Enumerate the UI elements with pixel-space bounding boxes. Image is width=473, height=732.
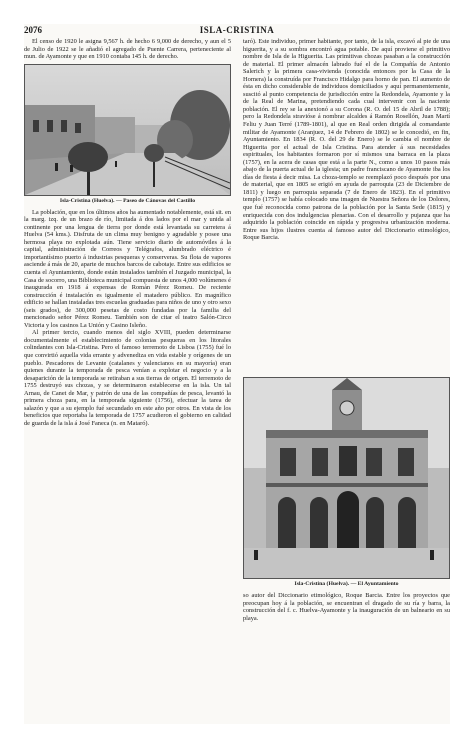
page-title: ISLA-CRISTINA xyxy=(199,25,275,35)
figure-paseo xyxy=(24,64,231,205)
right-column xyxy=(243,38,450,722)
page-number: 2076 xyxy=(24,25,42,35)
book-page xyxy=(24,24,450,724)
closing-paragraph: so autor del Diccionario etimológico, Roque Barcia. Entre los proyectos que preocupan hoy á la población, se encuentran el dragado de su ría y barra, la construcción del f. c. Huelva-Ayamonte y la inauguración de un balneario en su playa. xyxy=(243,592,450,622)
photo-ayuntamiento xyxy=(243,377,450,579)
figure-ayuntamiento xyxy=(243,377,450,588)
figure-caption-ayuntamiento: Isla-Cristina (Huelva). — El Ayuntamiento xyxy=(294,581,399,587)
page-header xyxy=(24,24,450,36)
history-continued-paragraph: taró). Este individuo, primer habitante, por tanto, de la isla, excavó al pie de una higuerita, y a su sombra encontró agua potable. De aquí proviene el primitivo nombre de Isla de la Higuerita. Las primitivas chozas pasaban a la construcción de material. El primer almacén labrado fué el de la Compañía de Antonio Salerich y la primera casa-vivienda (conocida entonces por la Casa de la Hornera) la construída por Francisco Hidalgo para horno de pan. El aumento de ésta en dicho considerable de individuos domiciliados y aquí permanentemente, suscitó al punto competencia de jurisdicción entre la Redondela, Ayamonte y la de la Real de Marina, pretendiendo cada cual intervenir con la naciente población. El rey se la anexionó a su Corona (R. O. del 15 de Abril de 1788); pero la Redondela stravióse á nombrar alcaldes á Ramón Rosellón, Juan Martí Feliu y Juan Terré (1789-1801), al que en Real orden dirigida al comandante militar de Ayamonte (Aranjuez, 14 de Febrero de 1802) se le concedió, en fin, Ayuntamiento. En 1834 (R. O. del 29 de Enero) se le cambia el nombre de Higuerita por el actual de Isla Cristina. Para atender á sus necesidades espirituales, los habitantes formaron por sí mismos una barraca en la plaza (1757), en la acera de casas que está a la parte N., como a unos 10 pasos más abajo de la puerta actual de la iglesia; un padre franciscano de Ayamonte iba los días de fiesta á decir misa. La choza-templo se reemplazó poco después por una de material, que en 1805 se erigió en ayuda de parroquia (23 de Diciembre de 1811) y luego en parroquia separada (7 de Enero de 1823). En el primitivo templo (1757) se había colocado una imagen de Nuestra Señora de los Dolores, que fué reconocida como patrona de la población por la Santa Sede (1815) y enriquecida con dos indulgencias plenarias. Con el desarrollo y pujanza que ha adquirido la población coincide en rápida y progresiva urbanización moderna. Entre sus hijos ilustres cuenta al famoso autor del Diccionario etimológico, Roque Barcia. xyxy=(243,38,450,242)
history-paragraph: Al primer tercio, cuando menos del siglo XVIII, pueden determinarse documentalmente el establecimiento de colonias pesqueras en los litorales colindantes con Isla-Cristina. Pero el famoso terremoto de Lisboa (1755) fué lo que convirtió aquella vida errante y advenediza en vida estable y orígenes de un pueblo. Pescadores de Levante (catalanes y valencianos en su mayoría) eran quienes durante la temporada de pesca venían a explotar el negocio y a la desaparición de la temporada se retiraban a sus tierras de origen. El terremoto de 1755 destruyó sus chozas, y se determinaron establecerse en la isla. Un tal Arnau, de Canet de Mar, y patrón de una de las compañías de pesca, levantó la primera choza para, en la temporada siguiente (1756), efectuar la tarea de salazón y que a su ejemplo fué secundado en este año por otros. En vista de los beneficios que reportaba la temporada de 1757 acudieron el gobierno en calidad de guarda de la isla á José Faneca (n. en Mataró). xyxy=(24,329,231,427)
figure-caption-paseo: Isla-Cristina (Huelva). — Paseo de Cánovas del Castillo xyxy=(59,197,196,204)
population-paragraph: La población, que en los últimos años ha aumentado notablemente, está sit. en la marg. izq. de un brazo de río, limitada á dos lados por el mar y unida al continente por una lengua de tierra por donde está levantada su carretera á Huelva (54 kms.). Disfruta de un clima muy benigno y agradable y posee una hermosa playa no explotada aún. Tiene servicio diario de automóviles á la capital, administración de Correos y Telégrafos, alumbrado eléctrico é importantísimo puerto á industrias pesqueras y conserveras. Su flota de vapores asciende á más de 20, aparte de muchos barcos de cabotaje. Entre sus edificios se cuenta el Ayuntamiento, donde están instalados también el Juzgado municipal, la Casa de socorro, una Biblioteca municipal compuesta de unos 4,000 volúmenes é inaugurada en 1918 á expensas de Román Pérez Romeu. De reciente construcción é instalación es igualmente el matadero público. En magnífico edificio se hallan instaladas tres escuelas graduadas para niños de uno y otro sexo (seis grados), de 300,000 pesetas de costo fundadas por la familia del mencionado señor Pérez Romeu. También son de citar el teatro Salón-Circo Victoria y los casinos La Unión y Casino Isleño. xyxy=(24,208,231,329)
left-column xyxy=(24,38,231,722)
census-paragraph: El censo de 1920 le asigna 9,567 h. de hecho 6 9,000 de derecho, y aun el 5 de Julio de 1922 se le añadió el agregado de Puente Carrera, perteneciente al mun. de Ayamonte y que en 1910 contaba 145 h. de derecho. xyxy=(24,38,231,61)
photo-paseo-canovas xyxy=(24,64,231,196)
